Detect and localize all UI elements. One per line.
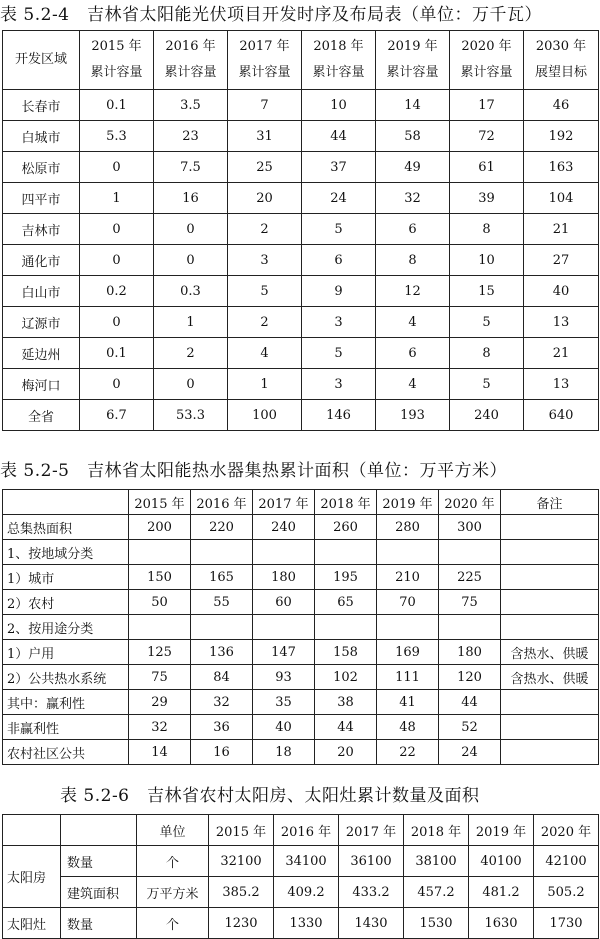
table-cell: 42100 (534, 846, 599, 877)
table-cell: 0 (154, 245, 228, 276)
table-row (3, 214, 599, 245)
table-cell (377, 540, 439, 565)
table-cell: 5 (302, 214, 376, 245)
header-year: 2018 年 (313, 39, 364, 54)
table-cell: 10 (302, 90, 376, 121)
table-cell: 120 (439, 665, 501, 690)
table-cell: 16 (154, 183, 228, 214)
table-cell: 192 (524, 121, 599, 152)
table-cell (501, 540, 599, 565)
table-row (3, 152, 599, 183)
header-sub: 累计容量 (164, 65, 217, 80)
header-year: 2015 年 (91, 39, 142, 54)
header-cell: 2016 年 (191, 490, 253, 515)
table-cell: 4 (376, 307, 450, 338)
table-cell: 240 (450, 400, 524, 431)
table-cell: 41 (377, 690, 439, 715)
row-label: 吉林市 (3, 214, 80, 245)
table-cell (191, 615, 253, 640)
table-row (3, 740, 599, 765)
table-cell: 8 (450, 338, 524, 369)
table-cell: 0.1 (80, 338, 154, 369)
table-cell (501, 615, 599, 640)
table-cell: 50 (129, 590, 191, 615)
table-row (3, 369, 599, 400)
table-row (3, 307, 599, 338)
table-cell: 75 (439, 590, 501, 615)
header-year: 2017 年 (239, 39, 290, 54)
table-cell: 1 (80, 183, 154, 214)
row-label: 长春市 (3, 90, 80, 121)
table-cell: 21 (524, 214, 599, 245)
table-cell: 457.2 (404, 877, 469, 908)
table-cell: 150 (129, 565, 191, 590)
table-cell: 300 (439, 515, 501, 540)
table-row (3, 338, 599, 369)
header-cell: 备注 (501, 490, 599, 515)
row-label: 数量 (61, 908, 137, 939)
header-cell: 2019 年 (469, 815, 534, 846)
table-row (3, 515, 599, 540)
header-cell (3, 490, 129, 515)
row-label: 四平市 (3, 183, 80, 214)
row-label: 1）户用 (3, 640, 129, 665)
row-label: 梅河口 (3, 369, 80, 400)
header-sub: 累计容量 (312, 65, 365, 80)
table-cell: 7 (228, 90, 302, 121)
table-cell: 0.3 (154, 276, 228, 307)
table-cell (129, 615, 191, 640)
row-label: 通化市 (3, 245, 80, 276)
table-cell (253, 540, 315, 565)
table-cell: 0 (80, 214, 154, 245)
table2-title: 表 5.2-5 吉林省太阳能热水器集热累计面积（单位：万平方米） (0, 461, 507, 481)
header-sub: 累计容量 (460, 65, 513, 80)
header-sub: 累计容量 (238, 65, 291, 80)
table-cell: 481.2 (469, 877, 534, 908)
table-cell (501, 690, 599, 715)
table2-body (3, 490, 599, 765)
header-cell: 2017 年 (253, 490, 315, 515)
table-cell: 32 (129, 715, 191, 740)
table-row (3, 715, 599, 740)
row-label: 总集热面积 (3, 515, 129, 540)
table1-title: 表 5.2-4 吉林省太阳能光伏项目开发时序及布局表（单位：万千瓦） (0, 5, 542, 25)
table-cell: 146 (302, 400, 376, 431)
table-cell: 0 (80, 307, 154, 338)
table-cell: 18 (253, 740, 315, 765)
table-cell: 136 (191, 640, 253, 665)
table-cell (439, 540, 501, 565)
table-cell: 220 (191, 515, 253, 540)
table-row (3, 121, 599, 152)
header-year: 2019 年 (387, 39, 438, 54)
header-cell (80, 31, 154, 90)
table-cell: 210 (377, 565, 439, 590)
table-cell: 27 (524, 245, 599, 276)
row-label: 1）城市 (3, 565, 129, 590)
table-cell: 5 (228, 276, 302, 307)
table-cell: 3.5 (154, 90, 228, 121)
table-cell: 75 (129, 665, 191, 690)
row-label: 非赢利性 (3, 715, 129, 740)
row-label: 建筑面积 (61, 877, 137, 908)
table-cell: 14 (376, 90, 450, 121)
unit-cell: 个 (137, 846, 209, 877)
table-row (3, 245, 599, 276)
table-cell: 9 (302, 276, 376, 307)
table-cell: 1530 (404, 908, 469, 939)
table-cell: 36 (191, 715, 253, 740)
table-cell: 17 (450, 90, 524, 121)
table-cell (315, 540, 377, 565)
table-cell: 24 (302, 183, 376, 214)
solar-water-heater-table (2, 489, 599, 765)
table-cell (501, 715, 599, 740)
header-year: 2016 年 (165, 39, 216, 54)
table-cell (377, 615, 439, 640)
header-cell: 2016 年 (274, 815, 339, 846)
header-cell (376, 31, 450, 90)
table-cell: 8 (450, 214, 524, 245)
table-cell: 180 (439, 640, 501, 665)
table-cell: 195 (315, 565, 377, 590)
table2-header-row (3, 490, 599, 515)
table-cell: 32100 (209, 846, 274, 877)
header-cell (228, 31, 302, 90)
row-label: 2、按用途分类 (3, 615, 129, 640)
table-row (3, 877, 599, 908)
table-cell: 104 (524, 183, 599, 214)
table-cell: 0 (154, 214, 228, 245)
table-cell: 0.1 (80, 90, 154, 121)
table-cell: 169 (377, 640, 439, 665)
table-cell: 240 (253, 515, 315, 540)
table-cell: 44 (302, 121, 376, 152)
table-cell: 0 (80, 152, 154, 183)
row-label: 2）公共热水系统 (3, 665, 129, 690)
table-cell: 32 (191, 690, 253, 715)
table-cell: 433.2 (339, 877, 404, 908)
table-cell: 193 (376, 400, 450, 431)
table-cell: 5 (450, 369, 524, 400)
table-cell: 200 (129, 515, 191, 540)
group-label-solar-stove: 太阳灶 (3, 908, 61, 939)
unit-cell: 个 (137, 908, 209, 939)
table-cell: 6 (302, 245, 376, 276)
table-cell (315, 615, 377, 640)
row-label: 全省 (3, 400, 80, 431)
table-cell: 1330 (274, 908, 339, 939)
table-cell: 4 (376, 369, 450, 400)
header-sub: 累计容量 (386, 65, 439, 80)
table-cell: 6.7 (80, 400, 154, 431)
table-cell: 61 (450, 152, 524, 183)
header-sub: 展望目标 (534, 65, 587, 80)
header-cell (450, 31, 524, 90)
table-cell: 38100 (404, 846, 469, 877)
row-label: 松原市 (3, 152, 80, 183)
table-row (3, 540, 599, 565)
row-label: 其中：赢利性 (3, 690, 129, 715)
header-sub: 累计容量 (90, 65, 143, 80)
table-cell: 111 (377, 665, 439, 690)
header-cell: 2020 年 (534, 815, 599, 846)
table-row (3, 590, 599, 615)
table-row (3, 615, 599, 640)
table-cell (501, 515, 599, 540)
table-cell: 23 (154, 121, 228, 152)
unit-cell: 万平方米 (137, 877, 209, 908)
table-row (3, 400, 599, 431)
table-cell: 29 (129, 690, 191, 715)
table-cell: 158 (315, 640, 377, 665)
table-cell: 505.2 (534, 877, 599, 908)
row-label: 延边州 (3, 338, 80, 369)
table-cell: 3 (302, 369, 376, 400)
table-row (3, 640, 599, 665)
table-cell: 40100 (469, 846, 534, 877)
table-row (3, 565, 599, 590)
header-cell: 2018 年 (404, 815, 469, 846)
table-cell (129, 540, 191, 565)
table-cell: 70 (377, 590, 439, 615)
table-cell: 37 (302, 152, 376, 183)
table-cell: 102 (315, 665, 377, 690)
table-cell: 280 (377, 515, 439, 540)
table-cell: 409.2 (274, 877, 339, 908)
table-row (3, 846, 599, 877)
header-cell (154, 31, 228, 90)
table-cell: 12 (376, 276, 450, 307)
table-cell: 165 (191, 565, 253, 590)
row-label: 数量 (61, 846, 137, 877)
table-cell (439, 615, 501, 640)
table-cell: 58 (376, 121, 450, 152)
table1-header-row (3, 31, 599, 90)
table3-header-row (3, 815, 599, 846)
table-cell: 3 (228, 245, 302, 276)
table-cell: 65 (315, 590, 377, 615)
table1-body (3, 90, 599, 431)
table-cell: 20 (228, 183, 302, 214)
table-cell: 125 (129, 640, 191, 665)
table-cell: 55 (191, 590, 253, 615)
table-cell: 100 (228, 400, 302, 431)
header-cell: 2018 年 (315, 490, 377, 515)
table-cell: 2 (228, 214, 302, 245)
header-cell: 单位 (137, 815, 209, 846)
table3-title: 表 5.2-6 吉林省农村太阳房、太阳灶累计数量及面积 (60, 786, 480, 806)
table-cell: 5 (302, 338, 376, 369)
table-row (3, 276, 599, 307)
table-cell: 含热水、供暖 (501, 640, 599, 665)
header-year: 2030 年 (535, 39, 587, 54)
row-label: 1、按地域分类 (3, 540, 129, 565)
table-cell: 38 (315, 690, 377, 715)
table-row (3, 690, 599, 715)
table-cell: 0 (154, 369, 228, 400)
table-row (3, 908, 599, 939)
table-row (3, 665, 599, 690)
table-cell: 1630 (469, 908, 534, 939)
row-label: 农村社区公共 (3, 740, 129, 765)
header-cell: 2020 年 (439, 490, 501, 515)
header-cell: 2017 年 (339, 815, 404, 846)
table-cell: 4 (228, 338, 302, 369)
table-cell (501, 590, 599, 615)
pv-development-table (2, 30, 599, 431)
table-cell: 93 (253, 665, 315, 690)
table-cell: 31 (228, 121, 302, 152)
header-cell (3, 815, 61, 846)
table-cell: 8 (376, 245, 450, 276)
table-cell: 13 (524, 369, 599, 400)
table-cell: 52 (439, 715, 501, 740)
table-cell: 3 (302, 307, 376, 338)
table-cell: 0 (80, 245, 154, 276)
table-cell: 1 (228, 369, 302, 400)
row-label: 白城市 (3, 121, 80, 152)
table-cell: 24 (439, 740, 501, 765)
header-cell (524, 31, 599, 90)
table-cell: 15 (450, 276, 524, 307)
table-cell: 72 (450, 121, 524, 152)
table-cell (501, 740, 599, 765)
table-cell: 2 (228, 307, 302, 338)
table-cell: 10 (450, 245, 524, 276)
table-cell: 6 (376, 338, 450, 369)
table1-corner: 开发区域 (3, 31, 80, 90)
row-label: 辽源市 (3, 307, 80, 338)
header-cell (61, 815, 137, 846)
table-cell: 180 (253, 565, 315, 590)
table-cell: 40 (524, 276, 599, 307)
header-cell: 2019 年 (377, 490, 439, 515)
table-cell: 36100 (339, 846, 404, 877)
table-cell: 53.3 (154, 400, 228, 431)
table-cell: 1730 (534, 908, 599, 939)
header-cell: 2015 年 (129, 490, 191, 515)
table-cell: 40 (253, 715, 315, 740)
row-label: 白山市 (3, 276, 80, 307)
table-cell: 5 (450, 307, 524, 338)
table-cell: 32 (376, 183, 450, 214)
table-cell: 13 (524, 307, 599, 338)
table-cell: 44 (439, 690, 501, 715)
table-cell: 5.3 (80, 121, 154, 152)
table-cell: 163 (524, 152, 599, 183)
table-cell: 14 (129, 740, 191, 765)
table-row (3, 183, 599, 214)
table-cell: 260 (315, 515, 377, 540)
header-cell: 2015 年 (209, 815, 274, 846)
table-cell: 7.5 (154, 152, 228, 183)
table-cell: 0.2 (80, 276, 154, 307)
table-cell: 225 (439, 565, 501, 590)
table-cell: 6 (376, 214, 450, 245)
table-cell: 49 (376, 152, 450, 183)
table-cell: 34100 (274, 846, 339, 877)
group-label-solar-house: 太阳房 (3, 846, 61, 908)
row-label: 2）农村 (3, 590, 129, 615)
table-cell: 35 (253, 690, 315, 715)
table-cell: 2 (154, 338, 228, 369)
table-cell: 0 (80, 369, 154, 400)
header-year: 2020 年 (461, 39, 512, 54)
table-cell: 1430 (339, 908, 404, 939)
table-cell (253, 615, 315, 640)
table-cell: 84 (191, 665, 253, 690)
table-cell: 22 (377, 740, 439, 765)
table-cell: 44 (315, 715, 377, 740)
table-cell: 48 (377, 715, 439, 740)
table-cell: 16 (191, 740, 253, 765)
header-cell (302, 31, 376, 90)
table-cell: 1230 (209, 908, 274, 939)
table-cell: 1 (154, 307, 228, 338)
table-cell: 含热水、供暖 (501, 665, 599, 690)
table-cell: 385.2 (209, 877, 274, 908)
solar-house-stove-table (2, 814, 599, 939)
table-cell: 39 (450, 183, 524, 214)
table-cell: 147 (253, 640, 315, 665)
table-cell: 21 (524, 338, 599, 369)
table-cell: 25 (228, 152, 302, 183)
table-cell (501, 565, 599, 590)
table-cell: 60 (253, 590, 315, 615)
table-cell: 46 (524, 90, 599, 121)
table-row (3, 90, 599, 121)
table-cell: 640 (524, 400, 599, 431)
table-cell: 20 (315, 740, 377, 765)
table-cell (191, 540, 253, 565)
